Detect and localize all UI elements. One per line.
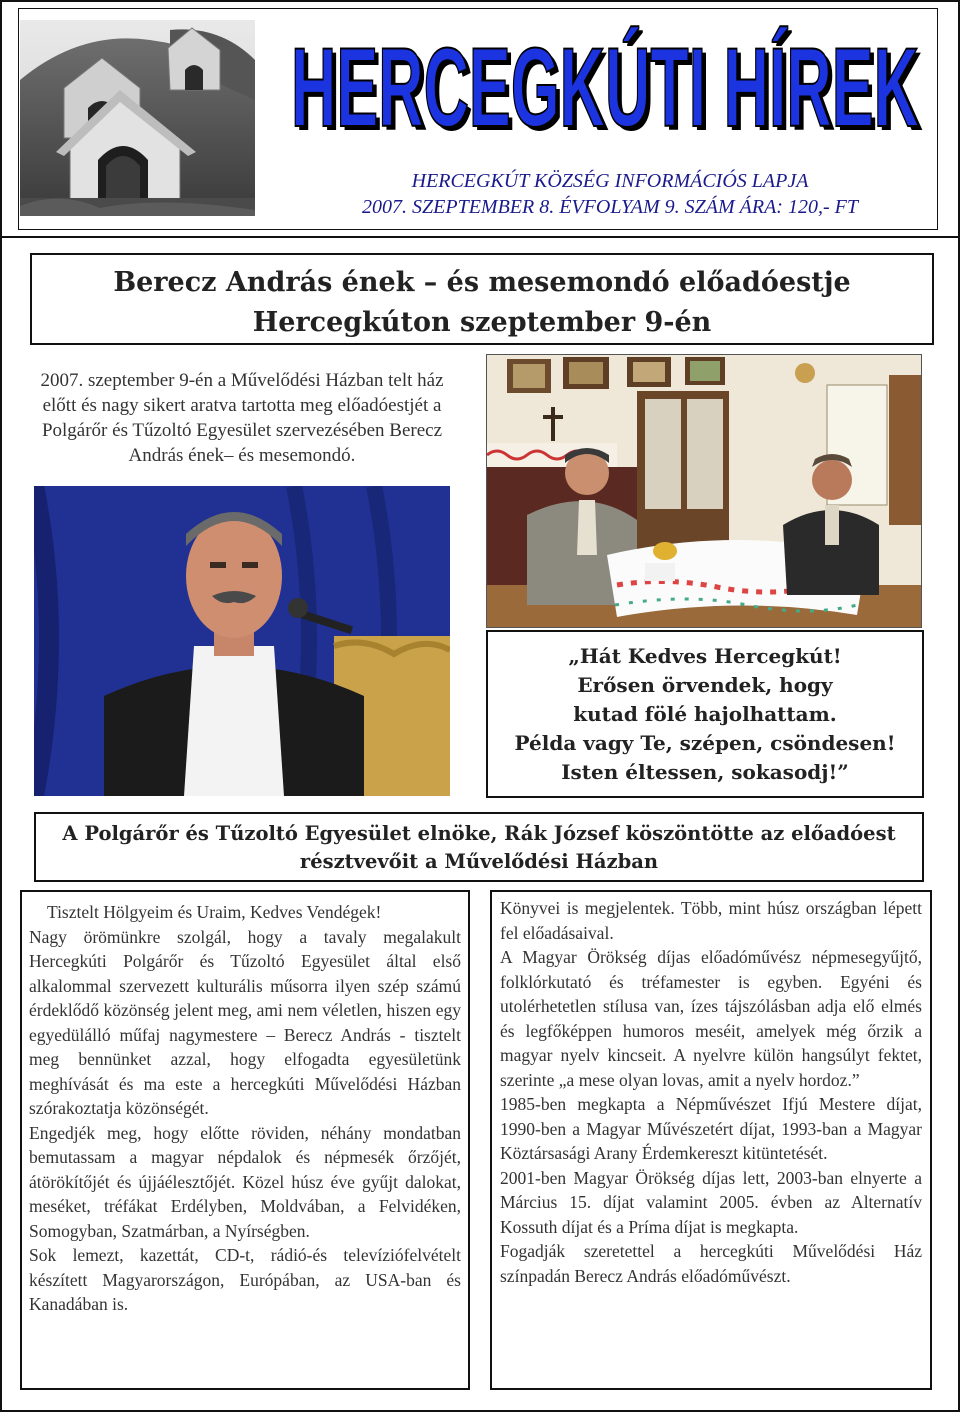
masthead-subtitle (300, 168, 920, 220)
quote-line-5: Isten éltessen, sokasodj!” (561, 760, 849, 784)
headline-line-1: Berecz András ének – és mesemondó előadóestje (113, 267, 851, 298)
headline-box (30, 253, 934, 345)
quote-line-1: „Hát Kedves Hercegkút! (568, 644, 842, 668)
quote-line-2: Erősen örvendek, hogy (577, 673, 833, 697)
right-article-column (490, 890, 932, 1390)
interview-photo (486, 354, 922, 628)
svg-text:HERCEGKÚTI HÍREK: HERCEGKÚTI HÍREK (295, 29, 923, 142)
speaker-photo (34, 486, 450, 796)
issue-info: 2007. SZEPTEMBER 8. ÉVFOLYAM 9. SZÁM ÁRA: 120,- FT (362, 196, 858, 218)
section-title-line-2: résztvevőit a Művelődési Házban (299, 850, 659, 873)
section-title-box (34, 812, 924, 882)
intro-paragraph: 2007. szeptember 9-én a Művelődési Házban telt ház előtt és nagy sikert aratva tartotta meg előadóestjét a Polgárőr és Tűzoltó Egyesület szervezésében Berecz András ének– és mesemondó. (40, 370, 444, 466)
quote-box (486, 630, 924, 798)
left-article-column (20, 890, 470, 1390)
wine-cellar-photo (20, 20, 255, 216)
article-paragraph: 1985-ben megkapta a Népművészet Ifjú Mestere díjat, 1990-ben a Magyar Művészetért díjat, 1993-ban a Magyar Köztársasági Arany Érdemkereszt kitüntetését. (500, 1094, 922, 1163)
headline-line-2: Hercegkúton szeptember 9-én (252, 307, 712, 338)
section-title-line-1: A Polgárőr és Tűzoltó Egyesület elnöke, Rák József köszöntötte az előadóest (62, 822, 896, 845)
article-paragraph: Engedjék meg, hogy előtte röviden, néhány mondatban bemutassam a magyar népdalok és népmesék őrzőjét, átörökítőjét és újjáélesztőjét. Közel húsz éve gyűjt dalokat, meséket, tréfákat Erdélyben, Moldvában, a Felvidéken, Somogyban, Szatmárban, a Nyírségben. (29, 1122, 461, 1241)
publication-description: HERCEGKÚT KÖZSÉG INFORMÁCIÓS LAPJA (411, 170, 809, 192)
article-paragraph: Könyvei is megjelentek. Több, mint húsz országban lépett fel előadásaival. (500, 898, 922, 943)
newspaper-title (280, 22, 930, 142)
article-paragraph: Nagy örömünkre szolgál, hogy a tavaly megalakult Hercegkúti Polgárőr és Tűzoltó Egyesület által első alkalommal szervezett kulturális műsorra ilyen szép számú érdeklődő közönség jelent meg, ami nem véletlen, hiszen egy egyedülálló műfaj nagymestere – Berecz András - tisztelt meg bennünket azzal, hogy elfogadta egyesületünk meghívását és ma este a hercegkúti Művelődési Házban szórakoztatja közönségét. (29, 926, 461, 1118)
svg-text:HERCEGKÚTI HÍREK: HERCEGKÚTI HÍREK (291, 25, 919, 142)
article-paragraph: Sok lemezt, kazettát, CD-t, rádió-és televíziófelvételt készített Magyarországon, Európában, az USA-ban és Kanadában is. (29, 1245, 461, 1314)
article-paragraph: A Magyar Örökség díjas előadóművész népmesegyűjtő, folklórkutató és tréfamester is egyben. Egyéni és utolérhetetlen stílusa van, ízes tájszólásban adja elő elmés és legfőképpen humoros meséit, amelyek még őrzik a magyar nyelv kincseit. A nyelvre külön hangsúlyt fektet, szerinte „a mese olyan lovas, amit a nyelv hordoz.” (500, 947, 922, 1090)
greeting-paragraph: Tisztelt Hölgyeim és Uraim, Kedves Vendégek! (47, 902, 382, 922)
article-paragraph: Fogadják szeretettel a hercegkúti Művelődési Ház színpadán Berecz András előadóművészt. (500, 1241, 922, 1286)
quote-line-4: Példa vagy Te, szépen, csöndesen! (514, 731, 896, 755)
article-paragraph: 2001-ben Magyar Örökség díjas lett, 2003-ban elnyerte a Március 15. díjat valamint 2005. évben az Alternatív Kossuth díjat és a Príma díjat is megkapta. (500, 1167, 922, 1237)
quote-line-3: kutad fölé hajolhattam. (573, 702, 837, 726)
